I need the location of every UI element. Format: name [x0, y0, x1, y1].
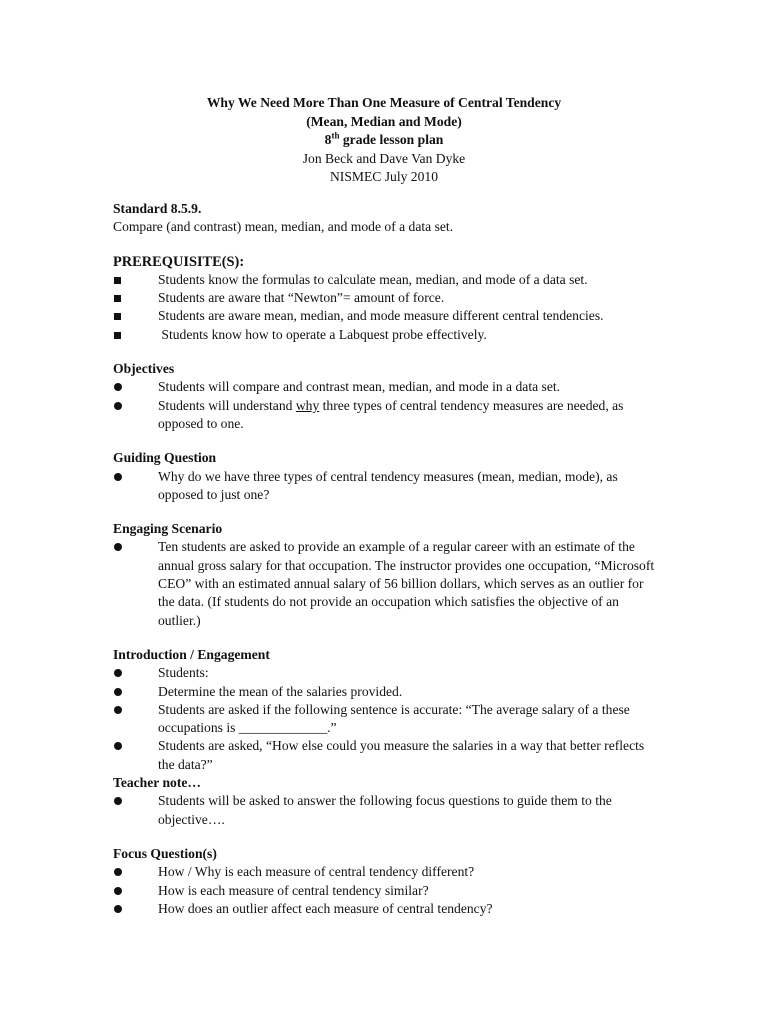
list-item-text: Ten students are asked to provide an example of a regular career with an estimate of the annual gross salary for that occupation. The instructor provides one occupation, “Microsoft CEO” with an estimated annual salary of 56 billion dollars, which serves as an outlier for the data. (If students do not provide an occupation which satisfies the objective of an outlier.) — [158, 539, 655, 628]
square-bullet-icon — [114, 313, 121, 320]
list-item — [113, 737, 658, 774]
document-body — [113, 200, 658, 934]
introduction-section — [113, 646, 658, 774]
list-item — [113, 792, 658, 829]
round-bullet-icon — [114, 688, 122, 696]
list-item-text: Students are aware that “Newton”= amount of force. — [158, 290, 445, 306]
document-subtitle: (Mean, Median and Mode) — [306, 113, 462, 129]
round-bullet-icon — [114, 473, 122, 481]
list-item — [113, 289, 658, 307]
list-item — [113, 538, 658, 629]
list-item-text: How does an outlier affect each measure of central tendency? — [158, 900, 493, 916]
list-item — [113, 683, 658, 701]
round-bullet-icon — [114, 706, 122, 714]
engaging-scenario-section — [113, 520, 658, 630]
round-bullet-icon — [114, 742, 122, 750]
org-date: NISMEC July 2010 — [329, 169, 438, 185]
square-bullet-icon — [114, 277, 121, 284]
round-bullet-icon — [114, 402, 122, 410]
introduction-heading: Introduction / Engagement — [113, 646, 270, 662]
engaging-scenario-heading: Engaging Scenario — [113, 521, 223, 537]
focus-questions-heading: Focus Question(s) — [113, 845, 217, 861]
list-item-text: Students will be asked to answer the following focus questions to guide them to the objective…. — [158, 793, 612, 827]
grade-line — [0, 131, 768, 150]
list-item — [113, 664, 658, 682]
objectives-section — [113, 360, 658, 433]
standard-heading: Standard 8.5.9. — [113, 201, 202, 216]
round-bullet-icon — [114, 868, 122, 876]
list-item-text: Students know how to operate a Labquest probe effectively. — [158, 326, 487, 342]
prerequisites-section — [113, 253, 658, 344]
list-item — [113, 900, 658, 918]
square-bullet-icon — [114, 295, 121, 302]
list-item-text: Students know the formulas to calculate mean, median, and mode of a data set. — [158, 271, 588, 287]
standard-text: Compare (and contrast) mean, median, and mode of a data set. — [113, 219, 454, 235]
list-item-text: Why do we have three types of central tendency measures (mean, median, mode), as opposed to just one? — [158, 468, 618, 502]
list-item — [113, 307, 658, 325]
round-bullet-icon — [114, 543, 122, 551]
title-block — [0, 94, 768, 187]
list-item — [113, 326, 658, 344]
document-title: Why We Need More Than One Measure of Central Tendency — [206, 95, 562, 110]
standard-section — [113, 200, 658, 237]
list-item — [113, 468, 658, 505]
square-bullet-icon — [114, 332, 121, 339]
list-item-text: Students are aware mean, median, and mode measure different central tendencies. — [158, 308, 604, 324]
guiding-question-section — [113, 449, 658, 504]
list-item-text: Students are asked if the following sentence is accurate: “The average salary of a these occupations is _____________.” — [158, 701, 630, 736]
round-bullet-icon — [114, 669, 122, 677]
objectives-heading: Objectives — [113, 361, 175, 377]
list-item — [113, 378, 658, 396]
list-item-text: Students: — [158, 665, 209, 681]
teacher-note-heading: Teacher note… — [113, 775, 201, 791]
list-item-text: Determine the mean of the salaries provided. — [158, 683, 403, 699]
list-item-text: Students will compare and contrast mean, median, and mode in a data set. — [158, 379, 561, 395]
round-bullet-icon — [114, 797, 122, 805]
list-item-text: three types of central tendency measures are needed, as opposed to one. — [158, 397, 624, 431]
round-bullet-icon — [114, 383, 122, 391]
list-item-text: How / Why is each measure of central tendency different? — [158, 864, 475, 880]
grade-number: 8 — [324, 132, 332, 148]
list-item-text: Students are asked, “How else could you measure the salaries in a way that better reflects the data?” — [158, 738, 645, 772]
grade-suffix: th — [331, 130, 340, 141]
list-item-text: How is each measure of central tendency similar? — [158, 882, 429, 898]
list-item — [113, 882, 658, 900]
round-bullet-icon — [114, 887, 122, 895]
underlined-word: why — [295, 397, 320, 413]
authors: Jon Beck and Dave Van Dyke — [302, 150, 466, 166]
focus-questions-section — [113, 845, 658, 918]
prerequisites-heading: PREREQUISITE(S): — [113, 253, 245, 270]
list-item — [113, 271, 658, 289]
list-item — [113, 863, 658, 881]
list-item — [113, 397, 658, 434]
teacher-note-section — [113, 774, 658, 829]
list-item — [113, 701, 658, 738]
round-bullet-icon — [114, 905, 122, 913]
grade-text: grade lesson plan — [339, 132, 444, 148]
list-item-text: Students will understand — [158, 397, 296, 413]
guiding-question-heading: Guiding Question — [113, 450, 217, 466]
